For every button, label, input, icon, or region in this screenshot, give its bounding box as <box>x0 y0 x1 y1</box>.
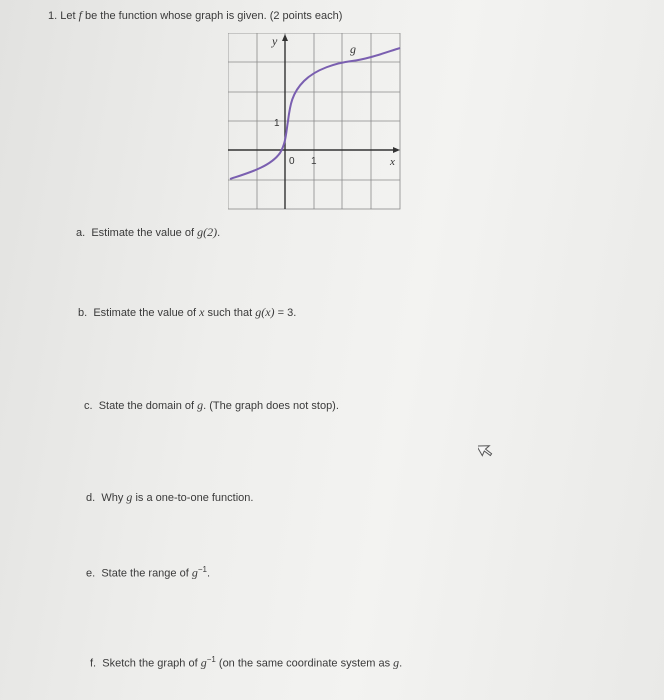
problem-number: 1. <box>48 10 58 22</box>
header-text-a: Let <box>60 10 76 22</box>
question-d-text: Why <box>101 492 124 504</box>
question-a-end: . <box>217 227 221 239</box>
question-b-mid: such that <box>207 307 253 319</box>
question-f-letter: f. <box>90 657 97 670</box>
function-f: f <box>78 8 82 22</box>
mouse-cursor-icon <box>478 441 494 459</box>
question-b-x: x <box>199 305 205 319</box>
question-f <box>90 655 402 671</box>
question-e-end: . <box>206 567 211 580</box>
question-c-letter: c. <box>84 400 93 412</box>
header-text-b: be the function whose graph is given. (2 points each) <box>85 10 343 22</box>
question-c-text: State the domain of <box>98 400 195 412</box>
grid <box>228 33 400 209</box>
question-e-letter: e. <box>86 567 96 580</box>
question-b-letter: b. <box>78 307 88 319</box>
y-one-label: 1 <box>274 118 280 129</box>
question-c-g: g <box>197 398 204 412</box>
question-a-expr: g(2) <box>197 225 218 239</box>
question-b-end: = 3. <box>277 307 297 319</box>
question-e-text: State the range of <box>101 567 189 580</box>
origin-label: 0 <box>289 156 295 167</box>
question-d-g: g <box>126 490 133 504</box>
question-d <box>86 490 253 505</box>
question-c-end: . (The graph does not stop). <box>203 400 339 412</box>
question-b <box>78 305 296 320</box>
question-f-g2: g <box>393 655 400 670</box>
x-axis-arrow-icon <box>393 147 400 153</box>
question-f-g: g <box>200 655 207 670</box>
question-f-end: . <box>399 657 403 670</box>
y-axis-label: y <box>272 34 278 48</box>
question-a-letter: a. <box>76 227 86 239</box>
question-a-text: Estimate the value of <box>91 227 195 239</box>
question-f-text: Sketch the graph of <box>102 657 198 670</box>
x-one-label: 1 <box>311 156 317 167</box>
y-axis-arrow-icon <box>282 34 288 41</box>
x-axis-label: x <box>390 156 395 168</box>
question-c <box>84 398 339 413</box>
question-f-sup: −1 <box>206 655 216 664</box>
question-f-mid: (on the same coordinate system as <box>218 657 391 670</box>
question-e-sup: −1 <box>197 565 207 574</box>
question-e <box>86 565 210 581</box>
question-e-g: g <box>191 565 198 580</box>
question-d-letter: d. <box>86 492 96 504</box>
question-d-end: is a one-to-one function. <box>135 492 254 504</box>
question-b-expr: g(x) <box>255 305 275 319</box>
problem-header <box>48 8 342 23</box>
function-graph <box>228 33 402 211</box>
question-a <box>76 225 220 240</box>
question-b-text: Estimate the value of <box>93 307 197 319</box>
g-label: g <box>350 42 356 56</box>
